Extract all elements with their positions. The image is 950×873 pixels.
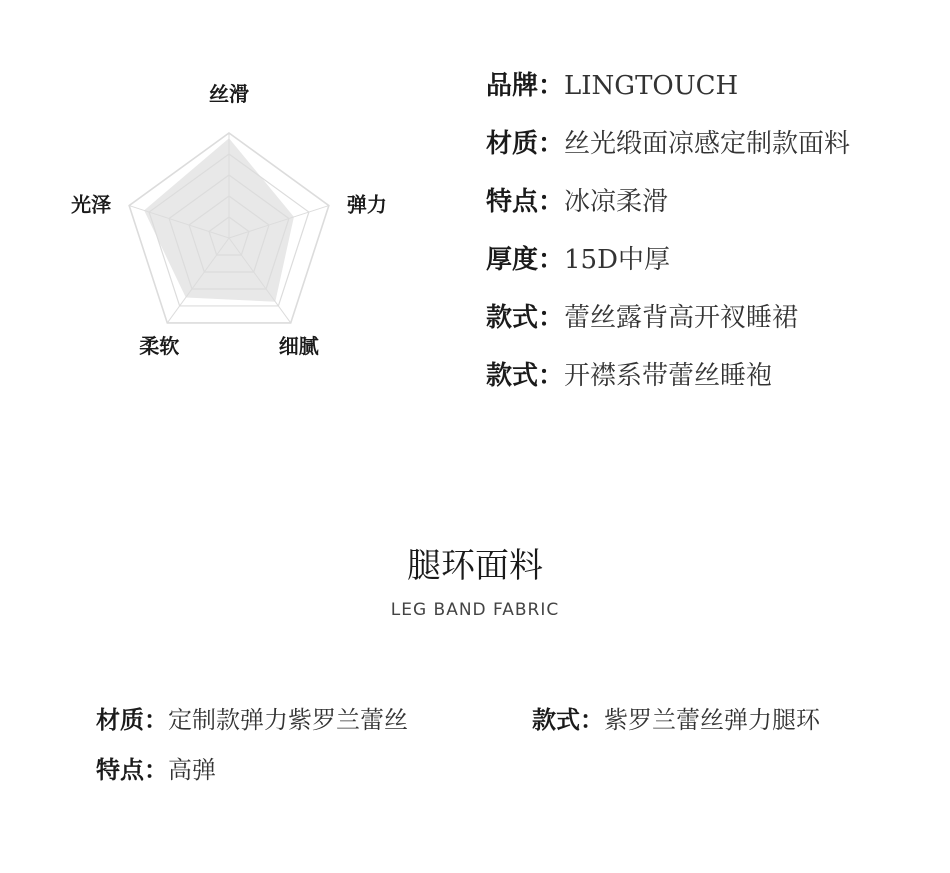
spec-label: 品牌： <box>486 71 565 101</box>
spec-value: 15D中厚 <box>564 245 670 275</box>
spec-label: 厚度： <box>486 245 565 275</box>
spec-row-feature <box>486 182 850 240</box>
spec-label: 款式： <box>486 303 565 333</box>
spec-list <box>486 66 850 414</box>
spec-value: 定制款弹力紫罗兰蕾丝 <box>168 706 408 734</box>
spec-label: 特点： <box>96 755 168 784</box>
spec-row-brand <box>486 66 850 124</box>
spec-row-style-dress <box>486 298 850 356</box>
spec-row-material <box>486 124 850 182</box>
spec-value: 冰凉柔滑 <box>564 187 669 217</box>
spec-label: 特点： <box>486 187 565 217</box>
radar-data-area <box>144 138 294 301</box>
spec-row-thickness <box>486 240 850 298</box>
spec-value: 开襟系带蕾丝睡袍 <box>564 361 773 391</box>
spec-value: 丝光缎面凉感定制款面料 <box>564 129 851 159</box>
leg-band-material <box>96 702 408 738</box>
leg-band-feature <box>96 752 216 788</box>
spec-value: 蕾丝露背高开衩睡裙 <box>564 303 799 333</box>
spec-label: 材质： <box>486 129 565 159</box>
spec-value: LINGTOUCH <box>564 71 739 101</box>
leg-band-style <box>532 702 820 738</box>
spec-row-style-robe <box>486 356 850 414</box>
radar-axis-label: 柔软 <box>139 333 180 358</box>
section-title: 腿环面料 <box>407 546 543 586</box>
radar-axis-label: 丝滑 <box>209 82 249 106</box>
spec-label: 款式： <box>532 705 604 734</box>
spec-label: 款式： <box>486 361 565 391</box>
radar-axis-label: 光泽 <box>71 192 112 217</box>
radar-axis-label: 细腻 <box>278 333 319 358</box>
spec-label: 材质： <box>96 705 168 734</box>
spec-value: 紫罗兰蕾丝弹力腿环 <box>604 706 820 734</box>
radar-chart <box>40 80 440 390</box>
radar-axis-label: 弹力 <box>346 192 387 217</box>
section-subtitle: LEG BAND FABRIC <box>390 600 560 620</box>
spec-value: 高弹 <box>168 756 216 784</box>
